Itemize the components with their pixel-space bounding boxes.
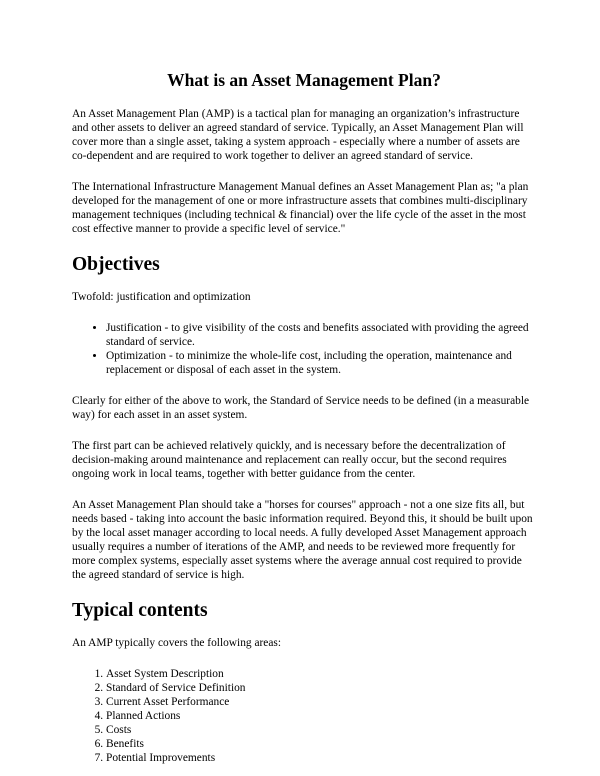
list-item: 5. Costs [106, 723, 536, 737]
intro-paragraph-1: An Asset Management Plan (AMP) is a tactical plan for managing an organization’s infrastructure and other assets to deliver an agreed standard of service. Typically, an Asset Management Plan will cover more than a single asset, taking a system approach - especially where a number of assets are co-dependent and are required to work together to deliver an agreed standard of service. [72, 108, 524, 162]
list-item: 3. Current Asset Performance [106, 695, 536, 709]
objectives-paragraph-1: Clearly for either of the above to work, the Standard of Service needs to be defined (in a measurable way) for each asset in an asset system. [72, 395, 530, 421]
list-item: • Justification - to give visibility of the costs and benefits associated with providing the agreed standard of service. [106, 321, 536, 349]
page-title: What is an Asset Management Plan? [167, 70, 441, 90]
typical-contents-heading: Typical contents [72, 600, 208, 621]
intro-paragraph-2: The International Infrastructure Management Manual defines an Asset Management Plan as; "a plan developed for the management of one or more infrastructure assets that combines multi-disciplinary management techniques (including technical & financial) over the life cycle of the asset in the most cost effective manner to provide a specific level of service." [72, 181, 529, 235]
list-item: 1. Asset System Description [106, 667, 536, 681]
list-item: • Optimization - to minimize the whole-life cost, including the operation, maintenance and replacement or disposal of each asset in the system. [106, 349, 536, 377]
list-item: 2. Standard of Service Definition [106, 681, 536, 695]
list-item: 4. Planned Actions [106, 709, 536, 723]
objectives-paragraph-3: An Asset Management Plan should take a "horses for courses" approach - not a one size fits all, but needs based - taking into account the basic information required. Beyond this, it should be built upon by the local asset manager according to local needs. A fully developed Asset Management approach usually requires a number of iterations of the AMP, and needs to be reviewed more frequently for more complex systems, especially asset systems where the average annual cost required to provide the agreed standard of service is high. [72, 499, 533, 581]
typical-contents-list [72, 667, 536, 765]
list-item: 7. Potential Improvements [106, 751, 536, 765]
objectives-heading: Objectives [72, 254, 160, 275]
objectives-paragraph-2: The first part can be achieved relatively quickly, and is necessary before the decentralization of decision-making around maintenance and replacement can really occur, but the second requires ongoing work in local teams, together with better guidance from the center. [72, 440, 507, 480]
objectives-list [72, 321, 536, 377]
list-item: 6. Benefits [106, 737, 536, 751]
typical-contents-lead: An AMP typically covers the following areas: [72, 637, 281, 649]
objectives-lead: Twofold: justification and optimization [72, 291, 251, 303]
